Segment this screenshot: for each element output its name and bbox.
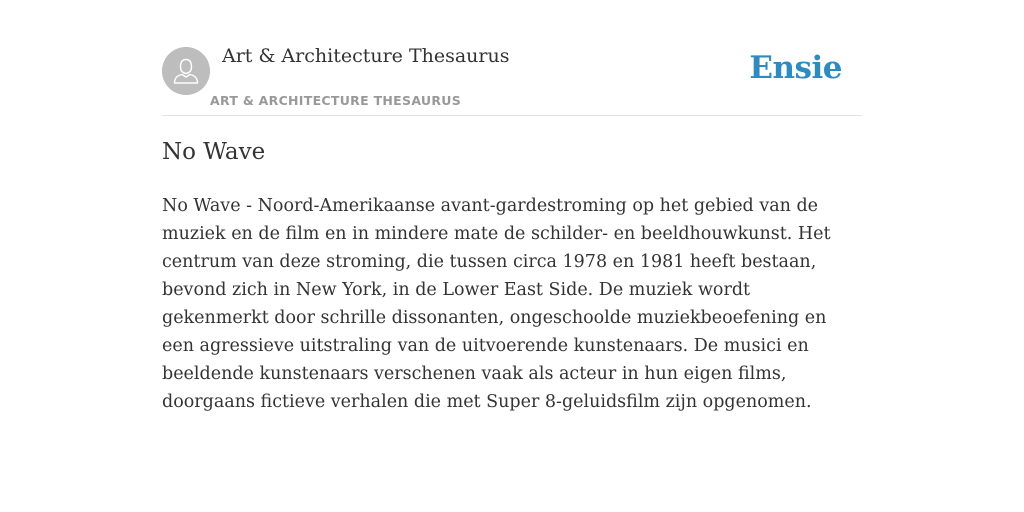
entry-title: No Wave — [162, 139, 266, 165]
brand-logo[interactable]: Ensie — [749, 50, 842, 86]
source-title[interactable]: Art & Architecture Thesaurus — [222, 45, 510, 67]
entry-header — [162, 0, 862, 116]
entry-card — [162, 0, 862, 512]
entry-body: No Wave - Noord-Amerikaanse avant-gardestroming op het gebied van de muziek en de film en in mindere mate de schilder- en beeldhouwkunst. Het centrum van deze stroming, die tussen circa 1978 en 1981 heeft bestaan, bevond zich in New York, in de Lower East Side. De muziek wordt gekenmerkt door schrille dissonanten, ongeschoolde muziekbeoefening en een agressieve uitstraling van de uitvoerende kunstenaars. De musici en beeldende kunstenaars verschenen vaak als acteur in hun eigen films, doorgaans fictieve verhalen die met Super 8-geluidsfilm zijn opgenomen. — [162, 196, 831, 412]
source-subtitle: ART & ARCHITECTURE THESAURUS — [210, 93, 462, 108]
user-avatar-icon[interactable] — [162, 47, 210, 95]
